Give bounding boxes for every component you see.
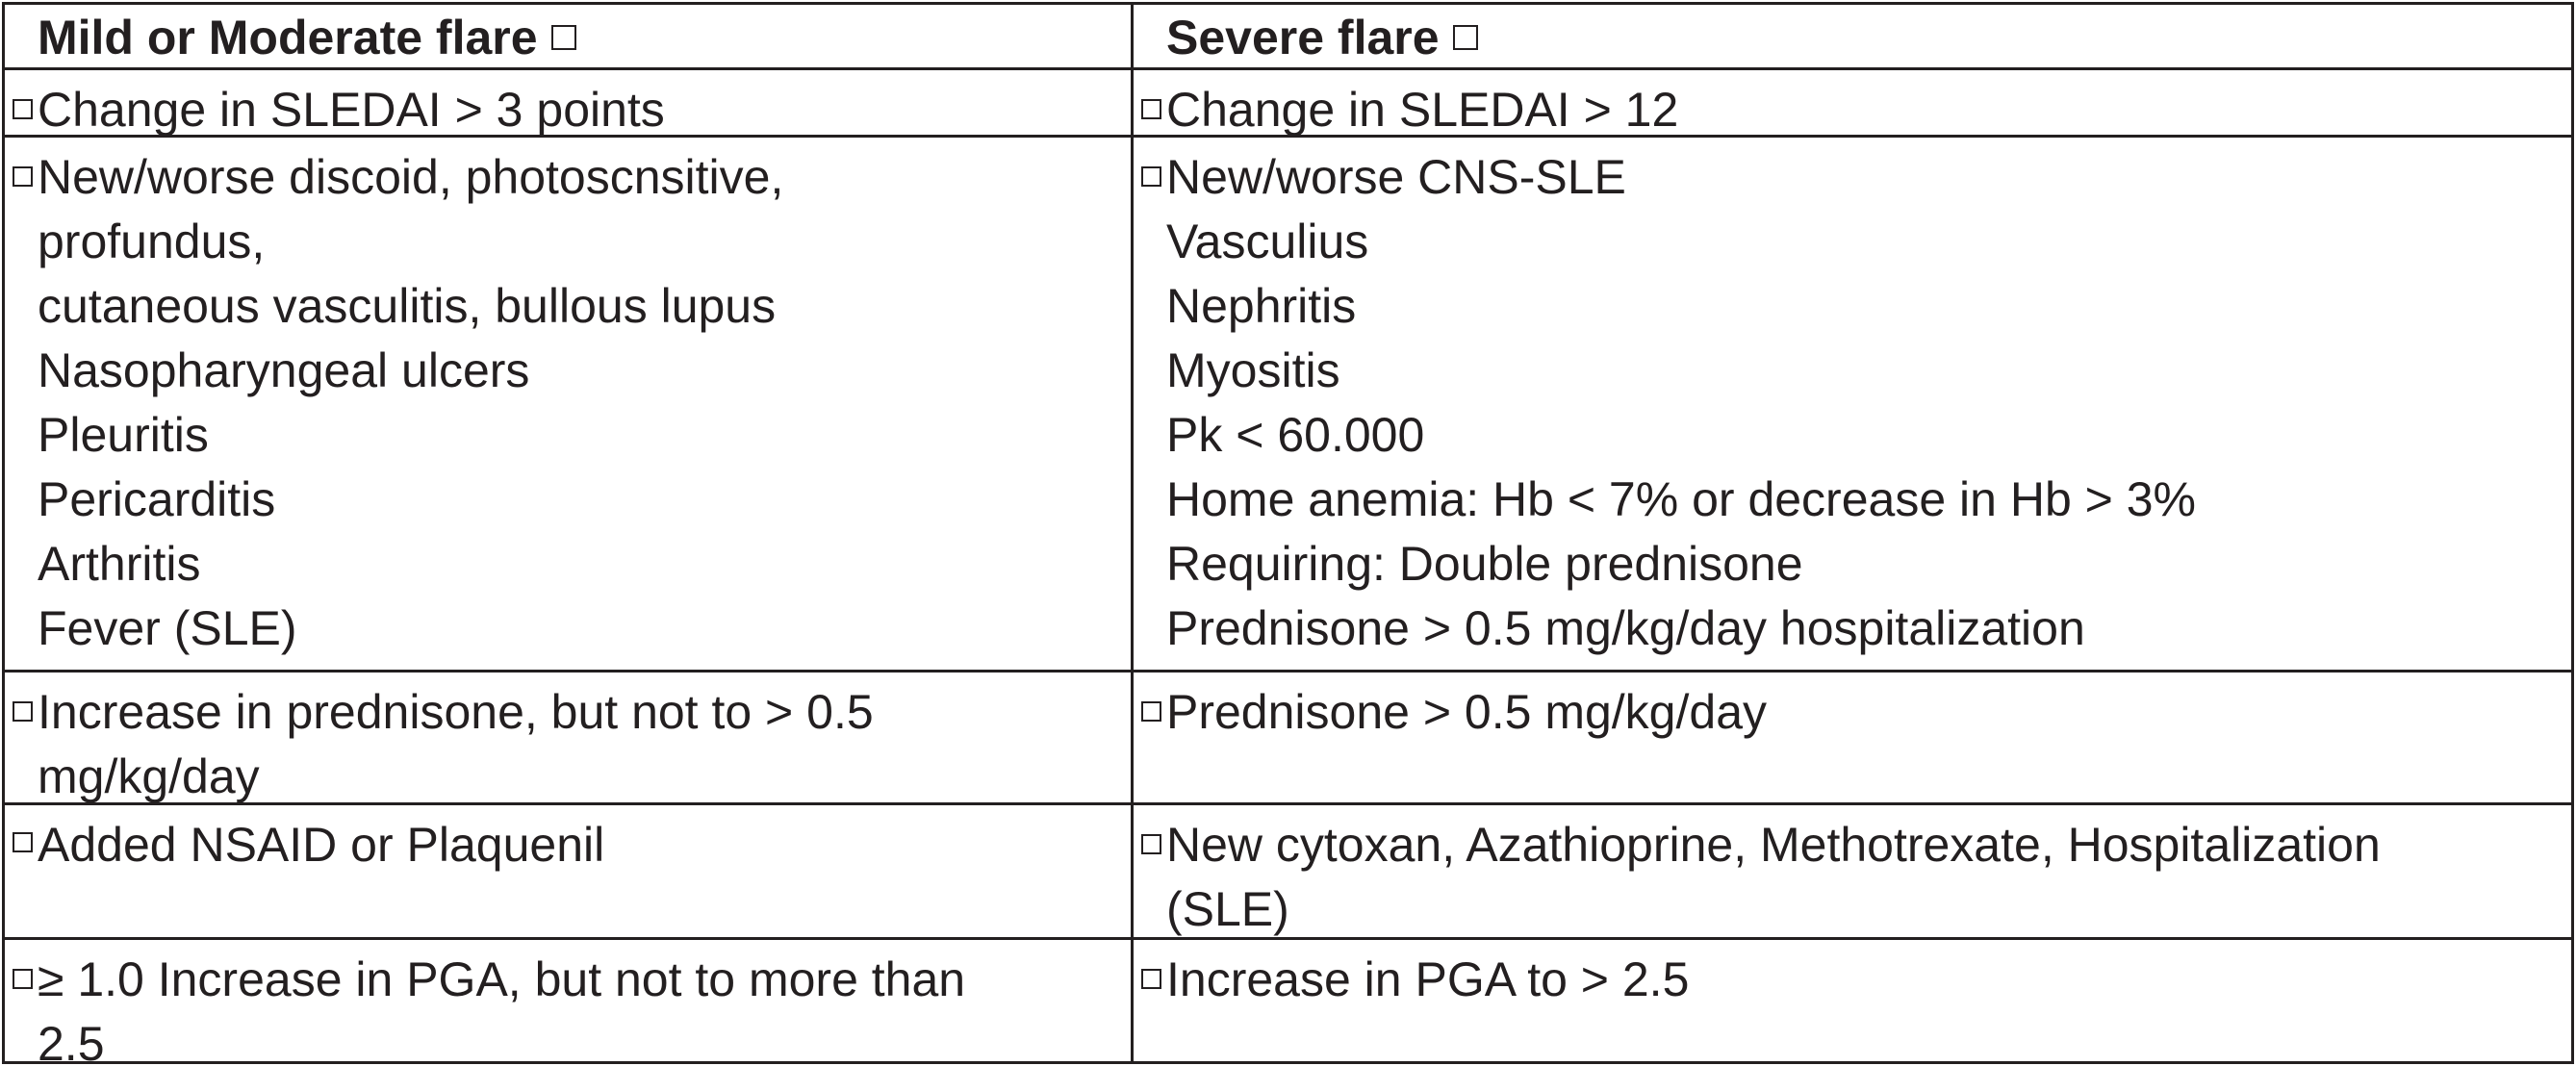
cell-text: Change in SLEDAI > 12: [1166, 83, 1679, 137]
header-severe: [1134, 5, 2571, 70]
checkbox-icon[interactable]: [1141, 969, 1161, 989]
checkbox-icon[interactable]: [13, 166, 33, 187]
cell-text: Nephritis: [1166, 279, 1357, 333]
cell-text: profundus,: [38, 215, 266, 268]
severe-cell-pga: [1134, 940, 2571, 1061]
checkbox-icon[interactable]: [1141, 701, 1161, 722]
checkbox-icon[interactable]: [13, 969, 33, 989]
cell-text: Fever (SLE): [38, 601, 297, 655]
checkbox-icon[interactable]: [551, 25, 576, 50]
severe-cell-sledai: [1134, 70, 2571, 138]
cell-text: Pericarditis: [38, 472, 276, 526]
flare-criteria-table: [2, 2, 2574, 1064]
cell-text: Nasopharyngeal ulcers: [38, 343, 530, 397]
checkbox-icon[interactable]: [1141, 166, 1161, 187]
cell-text: Vasculius: [1166, 215, 1369, 268]
cell-text: 2.5: [38, 1017, 105, 1061]
cell-text: Home anemia: Hb < 7% or decrease in Hb > 3%: [1166, 472, 2196, 526]
cell-text: ≥ 1.0 Increase in PGA, but not to more than: [38, 952, 966, 1006]
mild-cell-sledai: [5, 70, 1134, 138]
severe-cell-medication: [1134, 805, 2571, 940]
checkbox-icon[interactable]: [13, 832, 33, 852]
cell-text: Change in SLEDAI > 3 points: [38, 83, 665, 137]
cell-text: Prednisone > 0.5 mg/kg/day hospitalization: [1166, 601, 2085, 655]
cell-text: New cytoxan, Azathioprine, Methotrexate, Hospitalization: [1166, 818, 2381, 872]
header-mild-moderate: [5, 5, 1134, 70]
cell-text: New/worse CNS-SLE: [1166, 150, 1626, 204]
cell-text: Pk < 60.000: [1166, 408, 1425, 462]
checkbox-icon[interactable]: [1141, 834, 1161, 854]
cell-text: Pleuritis: [38, 408, 209, 462]
checkbox-icon[interactable]: [13, 99, 33, 119]
cell-text: New/worse discoid, photoscnsitive,: [38, 150, 784, 204]
cell-text: Added NSAID or Plaquenil: [38, 818, 605, 872]
checkbox-icon[interactable]: [1141, 99, 1161, 119]
cell-text: Requiring: Double prednisone: [1166, 537, 1803, 591]
cell-text: cutaneous vasculitis, bullous lupus: [38, 279, 777, 333]
mild-cell-manifestations: [5, 138, 1134, 673]
checkbox-icon[interactable]: [1453, 25, 1478, 50]
mild-cell-pga: [5, 940, 1134, 1061]
header-mild-label: Mild or Moderate flare: [38, 11, 538, 64]
cell-text: mg/kg/day: [38, 749, 260, 803]
cell-text: Increase in PGA to > 2.5: [1166, 952, 1690, 1006]
header-severe-label: Severe flare: [1166, 11, 1440, 64]
cell-text: (SLE): [1166, 882, 1289, 936]
cell-text: Prednisone > 0.5 mg/kg/day: [1166, 685, 1767, 739]
checkbox-icon[interactable]: [13, 701, 33, 722]
cell-text: Increase in prednisone, but not to > 0.5: [38, 685, 874, 739]
severe-cell-prednisone: [1134, 673, 2571, 805]
mild-cell-medication: [5, 805, 1134, 940]
cell-text: Myositis: [1166, 343, 1340, 397]
cell-text: Arthritis: [38, 537, 201, 591]
severe-cell-manifestations: [1134, 138, 2571, 673]
mild-cell-prednisone: [5, 673, 1134, 805]
